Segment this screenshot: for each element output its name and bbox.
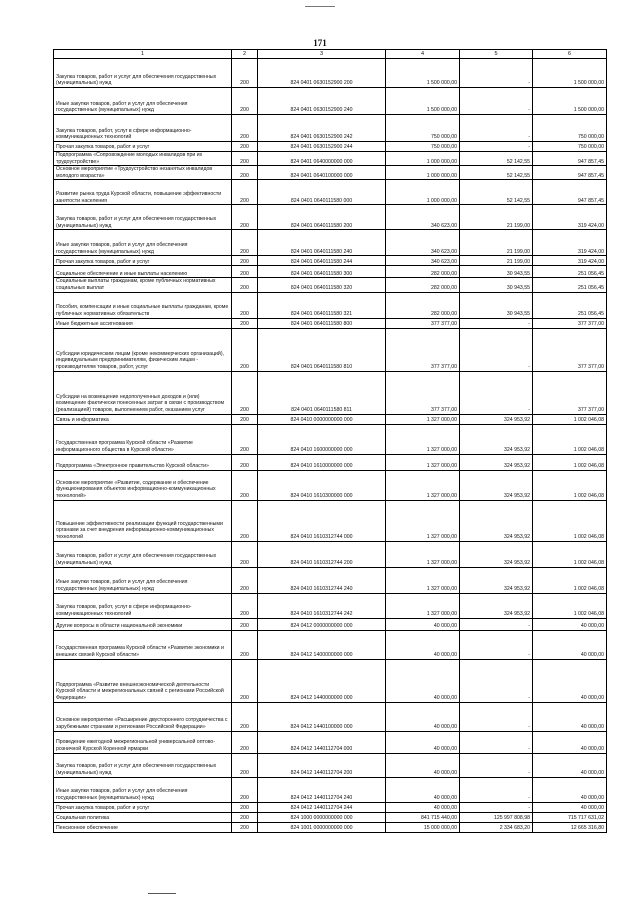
table-row [54,88,607,115]
row-exec-cell: - [460,115,533,142]
row-plan-cell: 841 715 440,00 [386,812,460,822]
table-row [54,753,607,777]
row-name-cell: Государственная программа Курской области «Развитие экономики и внешних связей Курской области» [54,630,232,659]
row-kbk-cell: 824 0410 1610312744 200 [258,541,386,567]
page-number: 171 [313,38,327,48]
table-row [54,292,607,318]
row-name-cell: Закупка товаров, работ и услуг для обеспечения государственных (муниципальных) нужд [54,753,232,777]
row-exec-cell: - [460,371,533,414]
row-rest-cell: 1 500 000,00 [533,59,607,88]
row-name-cell: Закупка товаров, работ и услуг для обеспечения государственных (муниципальных) нужд [54,205,232,230]
row-rest-cell: 1 002 046,08 [533,541,607,567]
row-name-cell: Социальное обеспечение и иные выплаты населению [54,266,232,278]
row-exec-cell: 324 953,92 [460,470,533,500]
row-code-cell: 200 [232,278,258,292]
row-code-cell: 200 [232,318,258,328]
row-name-cell: Прочая закупка товаров, работ и услуг [54,142,232,152]
row-kbk-cell: 824 0401 0640111580 000 [258,180,386,205]
row-name-cell: Закупка товаров, работ, услуг в сфере информационно-коммуникационных технологий [54,593,232,618]
row-code-cell: 200 [232,753,258,777]
row-name-cell: Социальная политика [54,812,232,822]
row-rest-cell: 1 002 046,08 [533,500,607,541]
row-code-cell: 200 [232,802,258,812]
row-rest-cell: 251 056,45 [533,292,607,318]
row-code-cell: 200 [232,230,258,256]
row-plan-cell: 40 000,00 [386,802,460,812]
row-rest-cell: 319 424,00 [533,205,607,230]
row-rest-cell: 40 000,00 [533,618,607,630]
row-code-cell: 200 [232,593,258,618]
row-code-cell: 200 [232,88,258,115]
row-exec-cell: 324 953,92 [460,593,533,618]
row-rest-cell: 40 000,00 [533,731,607,753]
row-exec-cell: - [460,318,533,328]
row-plan-cell: 40 000,00 [386,731,460,753]
row-rest-cell: 40 000,00 [533,702,607,731]
row-plan-cell: 40 000,00 [386,777,460,802]
row-kbk-cell: 824 0410 0000000000 000 [258,414,386,424]
row-name-cell: Субсидии юридическим лицам (кроме некоммерческих организаций), индивидуальным предпринимателям, физическим лицам - производителям товаров, работ, услуг [54,328,232,371]
row-rest-cell: 947 857,45 [533,166,607,180]
table-row [54,424,607,454]
row-exec-cell: - [460,59,533,88]
row-exec-cell: - [460,802,533,812]
row-kbk-cell: 824 0401 0640111580 244 [258,256,386,266]
row-plan-cell: 340 623,00 [386,256,460,266]
row-plan-cell: 377 377,00 [386,371,460,414]
row-exec-cell: 324 953,92 [460,454,533,470]
row-plan-cell: 377 377,00 [386,318,460,328]
table-row [54,256,607,266]
row-plan-cell: 1 000 000,00 [386,180,460,205]
row-exec-cell: 52 142,55 [460,180,533,205]
row-code-cell: 200 [232,454,258,470]
table-row [54,630,607,659]
row-plan-cell: 1 327 000,00 [386,414,460,424]
table-row [54,731,607,753]
header-cell: 1 [54,50,232,59]
row-kbk-cell: 824 0401 0630152900 242 [258,115,386,142]
row-kbk-cell: 824 0412 1400000000 000 [258,630,386,659]
scan-mark-top [305,6,335,8]
row-name-cell: Прочая закупка товаров, работ и услуг [54,256,232,266]
row-rest-cell: 40 000,00 [533,802,607,812]
row-kbk-cell: 824 0401 0640111580 800 [258,318,386,328]
row-exec-cell: 30 943,55 [460,278,533,292]
row-code-cell: 200 [232,152,258,166]
table-row [54,414,607,424]
table-row [54,618,607,630]
row-exec-cell: - [460,777,533,802]
row-plan-cell: 15 000 000,00 [386,822,460,832]
table-row [54,659,607,702]
row-code-cell: 200 [232,702,258,731]
row-kbk-cell: 824 0410 1610312744 000 [258,500,386,541]
row-exec-cell: 324 953,92 [460,567,533,593]
row-kbk-cell: 824 0412 1440112704 000 [258,731,386,753]
row-kbk-cell: 824 0401 0630152900 200 [258,59,386,88]
table-row [54,593,607,618]
table-row [54,230,607,256]
row-rest-cell: 377 377,00 [533,328,607,371]
table-row [54,318,607,328]
row-name-cell: Пенсионное обеспечение [54,822,232,832]
row-exec-cell: 30 943,55 [460,266,533,278]
row-code-cell: 200 [232,328,258,371]
table-row [54,822,607,832]
row-exec-cell: 52 142,55 [460,166,533,180]
row-code-cell: 200 [232,59,258,88]
table-row [54,802,607,812]
row-kbk-cell: 824 0412 0000000000 000 [258,618,386,630]
row-name-cell: Проведение ежегодной межрегиональной универсальной оптово-розничной Курской Коренной ярмарки [54,731,232,753]
row-kbk-cell: 824 0401 0630152900 240 [258,88,386,115]
row-exec-cell: - [460,659,533,702]
table-row [54,166,607,180]
row-kbk-cell: 824 0401 0640100000 000 [258,166,386,180]
table-row [54,180,607,205]
row-kbk-cell: 824 0401 0640111580 240 [258,230,386,256]
row-code-cell: 200 [232,424,258,454]
header-cell: 5 [460,50,533,59]
row-plan-cell: 282 000,00 [386,292,460,318]
table-row [54,328,607,371]
row-code-cell: 200 [232,180,258,205]
row-name-cell: Прочая закупка товаров, работ и услуг [54,802,232,812]
row-kbk-cell: 824 1001 0000000000 000 [258,822,386,832]
row-name-cell: Основное мероприятие «Расширение двустороннего сотрудничества с зарубежными странами и регионами Российской Федерации» [54,702,232,731]
table-row [54,278,607,292]
row-code-cell: 200 [232,777,258,802]
row-code-cell: 200 [232,256,258,266]
row-plan-cell: 750 000,00 [386,115,460,142]
row-plan-cell: 282 000,00 [386,278,460,292]
table-row [54,205,607,230]
row-code-cell: 200 [232,266,258,278]
row-rest-cell: 40 000,00 [533,777,607,802]
row-plan-cell: 40 000,00 [386,659,460,702]
row-kbk-cell: 824 0410 1600000000 000 [258,424,386,454]
header-cell: 2 [232,50,258,59]
row-plan-cell: 1 000 000,00 [386,166,460,180]
row-kbk-cell: 824 0401 0640111580 321 [258,292,386,318]
table-row [54,115,607,142]
row-name-cell: Подпрограмма «Развитие внешнеэкономической деятельности Курской области и межрегиональных связей с регионами Российской Федерации» [54,659,232,702]
row-name-cell: Повышение эффективности реализации функций государственными органами за счет внедрения информационно-коммуникационных технологий [54,500,232,541]
row-exec-cell: - [460,142,533,152]
table-row [54,266,607,278]
table-row [54,777,607,802]
row-rest-cell: 251 056,45 [533,266,607,278]
row-kbk-cell: 824 0410 1610300000 000 [258,470,386,500]
row-kbk-cell: 824 0401 0640111580 810 [258,328,386,371]
row-name-cell: Иные закупки товаров, работ и услуг для обеспечения государственных (муниципальных) нужд [54,777,232,802]
row-plan-cell: 282 000,00 [386,266,460,278]
row-rest-cell: 1 002 046,08 [533,470,607,500]
row-rest-cell: 251 056,45 [533,278,607,292]
row-rest-cell: 947 857,45 [533,152,607,166]
row-kbk-cell: 824 0410 1610000000 000 [258,454,386,470]
row-exec-cell: - [460,88,533,115]
row-name-cell: Закупка товаров, работ и услуг для обеспечения государственных (муниципальных) нужд [54,541,232,567]
row-exec-cell: - [460,630,533,659]
row-plan-cell: 1 327 000,00 [386,567,460,593]
row-name-cell: Связь и информатика [54,414,232,424]
row-plan-cell: 1 327 000,00 [386,541,460,567]
row-code-cell: 200 [232,822,258,832]
row-code-cell: 200 [232,567,258,593]
row-plan-cell: 1 500 000,00 [386,88,460,115]
row-exec-cell: - [460,618,533,630]
row-plan-cell: 40 000,00 [386,702,460,731]
row-kbk-cell: 824 0401 0640111580 811 [258,371,386,414]
row-code-cell: 200 [232,541,258,567]
table-row [54,702,607,731]
row-kbk-cell: 824 0401 0640111580 200 [258,205,386,230]
row-exec-cell: - [460,702,533,731]
row-exec-cell: - [460,328,533,371]
row-plan-cell: 340 623,00 [386,230,460,256]
table-row [54,59,607,88]
row-rest-cell: 750 000,00 [533,142,607,152]
row-plan-cell: 1 327 000,00 [386,424,460,454]
row-name-cell: Государственная программа Курской области «Развитие информационного общества в Курской области» [54,424,232,454]
row-rest-cell: 1 002 046,08 [533,424,607,454]
row-kbk-cell: 824 0401 0640111580 300 [258,266,386,278]
row-plan-cell: 1 500 000,00 [386,59,460,88]
row-name-cell: Основное мероприятие «Развитие, содержание и обеспечение функционирования объектов информационно-коммуникационных технологий» [54,470,232,500]
row-kbk-cell: 824 1000 0000000000 000 [258,812,386,822]
row-plan-cell: 1 327 000,00 [386,500,460,541]
table-row [54,567,607,593]
row-rest-cell: 1 500 000,00 [533,88,607,115]
row-code-cell: 200 [232,166,258,180]
row-name-cell: Закупка товаров, работ, услуг в сфере информационно-коммуникационных технологий [54,115,232,142]
row-plan-cell: 1 327 000,00 [386,470,460,500]
row-name-cell: Подпрограмма «Электронное правительство Курской области» [54,454,232,470]
row-exec-cell: 324 953,92 [460,500,533,541]
row-code-cell: 200 [232,292,258,318]
table-row [54,541,607,567]
row-name-cell: Иные закупки товаров, работ и услуг для обеспечения государственных (муниципальных) нужд [54,88,232,115]
row-name-cell: Закупка товаров, работ и услуг для обеспечения государственных (муниципальных) нужд [54,59,232,88]
row-plan-cell: 340 623,00 [386,205,460,230]
row-name-cell: Иные закупки товаров, работ и услуг для обеспечения государственных (муниципальных) нужд [54,230,232,256]
row-rest-cell: 40 000,00 [533,630,607,659]
row-exec-cell: 2 334 683,20 [460,822,533,832]
row-name-cell: Основное мероприятие «Трудоустройство незанятых инвалидов молодого возраста» [54,166,232,180]
row-rest-cell: 377 377,00 [533,371,607,414]
row-exec-cell: 21 199,00 [460,230,533,256]
row-code-cell: 200 [232,470,258,500]
table-row [54,142,607,152]
row-code-cell: 200 [232,205,258,230]
row-name-cell: Подпрограмма «Сопровождение молодых инвалидов при их трудоустройстве» [54,152,232,166]
row-kbk-cell: 824 0401 0640111580 320 [258,278,386,292]
row-exec-cell: 324 953,92 [460,414,533,424]
row-exec-cell: 30 943,55 [460,292,533,318]
row-rest-cell: 1 002 046,08 [533,593,607,618]
row-exec-cell: 21 199,00 [460,205,533,230]
row-name-cell: Иные закупки товаров, работ и услуг для обеспечения государственных (муниципальных) нужд [54,567,232,593]
row-exec-cell: - [460,731,533,753]
row-name-cell: Социальные выплаты гражданам, кроме публичных нормативных социальных выплат [54,278,232,292]
row-plan-cell: 1 327 000,00 [386,593,460,618]
row-kbk-cell: 824 0412 1440100000 000 [258,702,386,731]
row-kbk-cell: 824 0412 1440112704 244 [258,802,386,812]
row-name-cell: Развитие рынка труда Курской области, повышение эффективности занятости населения [54,180,232,205]
row-rest-cell: 40 000,00 [533,753,607,777]
row-exec-cell: 324 953,92 [460,424,533,454]
row-code-cell: 200 [232,500,258,541]
row-name-cell: Пособия, компенсации и иные социальные выплаты гражданам, кроме публичных нормативных обязательств [54,292,232,318]
table-row [54,152,607,166]
row-code-cell: 200 [232,812,258,822]
table-row [54,454,607,470]
row-exec-cell: - [460,753,533,777]
row-rest-cell: 1 002 046,08 [533,414,607,424]
row-exec-cell: 324 953,92 [460,541,533,567]
row-plan-cell: 1 327 000,00 [386,454,460,470]
row-rest-cell: 12 665 316,80 [533,822,607,832]
row-kbk-cell: 824 0412 1440112704 200 [258,753,386,777]
row-rest-cell: 377 377,00 [533,318,607,328]
row-plan-cell: 40 000,00 [386,618,460,630]
table-row [54,470,607,500]
row-name-cell: Субсидии на возмещение недополученных доходов и (или) возмещение фактически понесенных затрат в связи с производством (реализацией) товаров, выполнением работ, оказанием услуг [54,371,232,414]
table-row [54,371,607,414]
row-plan-cell: 40 000,00 [386,753,460,777]
row-plan-cell: 750 000,00 [386,142,460,152]
row-name-cell: Другие вопросы в области национальной экономики [54,618,232,630]
row-rest-cell: 319 424,00 [533,230,607,256]
row-rest-cell: 1 002 046,08 [533,567,607,593]
table-header-row [54,50,607,59]
row-code-cell: 200 [232,115,258,142]
row-code-cell: 200 [232,731,258,753]
table-row [54,812,607,822]
row-code-cell: 200 [232,659,258,702]
row-kbk-cell: 824 0401 0630152900 244 [258,142,386,152]
row-exec-cell: 21 199,00 [460,256,533,266]
row-kbk-cell: 824 0412 1440112704 240 [258,777,386,802]
header-cell: 6 [533,50,607,59]
row-code-cell: 200 [232,414,258,424]
row-plan-cell: 377 377,00 [386,328,460,371]
row-kbk-cell: 824 0412 1440000000 000 [258,659,386,702]
row-name-cell: Иные бюджетные ассигнования [54,318,232,328]
budget-table [53,49,607,833]
row-rest-cell: 319 424,00 [533,256,607,266]
row-plan-cell: 1 000 000,00 [386,152,460,166]
row-kbk-cell: 824 0401 0640000000 000 [258,152,386,166]
row-code-cell: 200 [232,630,258,659]
row-plan-cell: 40 000,00 [386,630,460,659]
row-exec-cell: 52 142,55 [460,152,533,166]
row-exec-cell: 125 997 808,98 [460,812,533,822]
row-rest-cell: 947 857,45 [533,180,607,205]
row-kbk-cell: 824 0410 1610312744 240 [258,567,386,593]
scan-mark-bottom [148,893,176,895]
row-rest-cell: 1 002 046,08 [533,454,607,470]
header-cell: 3 [258,50,386,59]
header-cell: 4 [386,50,460,59]
row-kbk-cell: 824 0410 1610312744 242 [258,593,386,618]
row-rest-cell: 715 717 631,02 [533,812,607,822]
row-rest-cell: 750 000,00 [533,115,607,142]
table-row [54,500,607,541]
row-code-cell: 200 [232,618,258,630]
row-code-cell: 200 [232,371,258,414]
row-code-cell: 200 [232,142,258,152]
row-rest-cell: 40 000,00 [533,659,607,702]
